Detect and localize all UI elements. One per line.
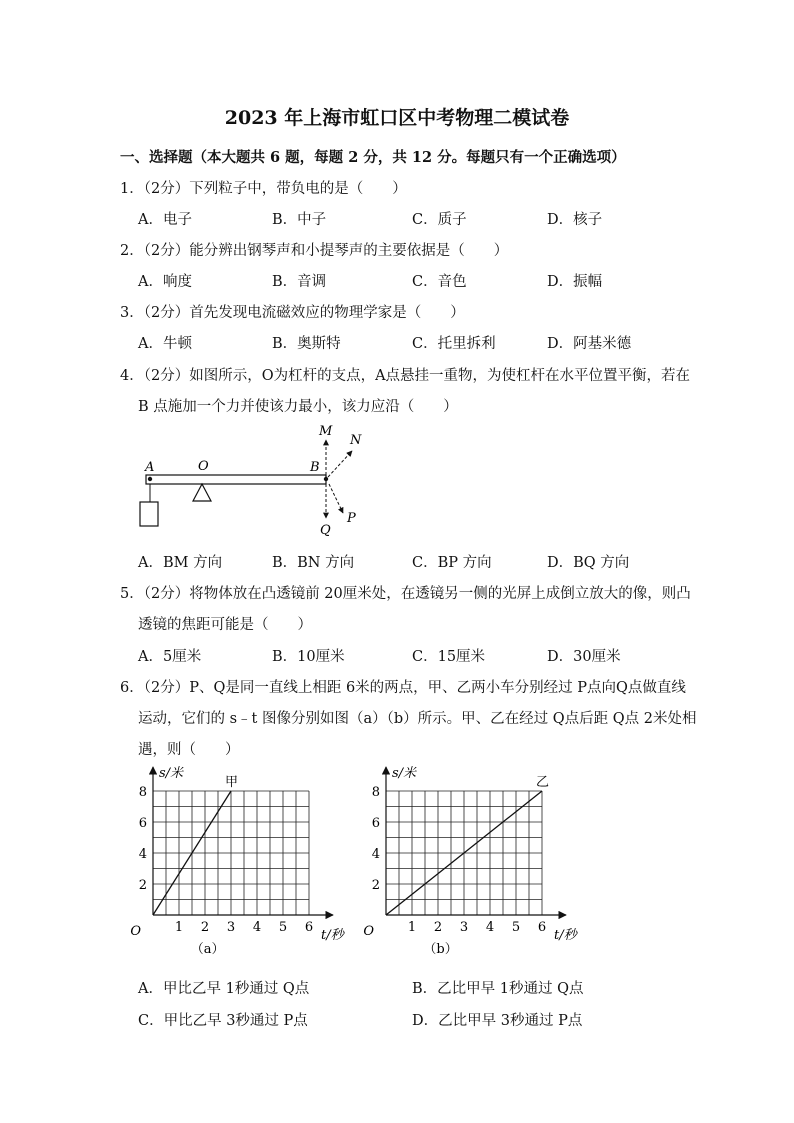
y-tick-label: 8 — [371, 785, 380, 800]
q1-option-a: A．电子 — [138, 212, 192, 228]
y-tick-label: 4 — [138, 847, 147, 862]
x-tick-label: 3 — [459, 920, 469, 935]
x-tick-label: 2 — [433, 920, 443, 935]
q2-option-a: A．响度 — [138, 274, 192, 290]
lever-diagram — [130, 418, 380, 540]
q3-option-a: A．牛顿 — [138, 336, 192, 352]
arrow-bp — [329, 484, 343, 513]
hanging-weight — [140, 502, 158, 526]
q6-option-b: B．乙比甲早 1秒通过 Q点 — [412, 981, 584, 997]
q4-option-b: B．BN 方向 — [272, 555, 355, 571]
origin-label: O — [363, 924, 374, 939]
q6-option-d: D．乙比甲早 3秒通过 P点 — [412, 1013, 583, 1029]
origin-label: O — [130, 924, 141, 939]
series-label: 甲 — [225, 775, 239, 790]
question-2-stem: 2．（2分）能分辨出钢琴声和小提琴声的主要依据是（ ） — [120, 243, 509, 259]
q6-option-a: A．甲比乙早 1秒通过 Q点 — [138, 981, 310, 997]
q5-option-a: A．5厘米 — [138, 649, 202, 665]
label-o: O — [198, 459, 209, 474]
x-tick-label: 4 — [252, 920, 262, 935]
y-tick-label: 4 — [371, 847, 380, 862]
y-axis-label: s/米 — [159, 766, 184, 781]
section-heading: 一、选择题（本大题共 6 题，每题 2 分，共 12 分。每题只有一个正确选项） — [120, 149, 626, 166]
q1-option-d: D．核子 — [547, 212, 603, 228]
x-axis-label: t/秒 — [321, 928, 344, 943]
x-axis-label: t/秒 — [554, 928, 577, 943]
label-p: P — [347, 511, 356, 526]
y-tick-label: 6 — [138, 816, 147, 831]
q2-option-d: D．振幅 — [547, 274, 603, 290]
lever-bar — [146, 475, 326, 484]
x-tick-label: 3 — [226, 920, 236, 935]
point-b-dot — [324, 477, 328, 481]
question-6-stem-line-2: 运动，它们的 s﹣t 图像分别如图（a）（b）所示。甲、乙在经过 Q点后距 Q点 2米处相 — [138, 711, 697, 727]
x-tick-label: 1 — [174, 920, 184, 935]
question-3-stem: 3．（2分）首先发现电流磁效应的物理学家是（ ） — [120, 305, 465, 321]
point-a-dot — [148, 477, 152, 481]
y-tick-label: 2 — [138, 878, 147, 893]
x-tick-label: 5 — [278, 920, 288, 935]
y-axis-label: s/米 — [392, 766, 417, 781]
st-graph-b — [362, 762, 602, 962]
q3-option-d: D．阿基米德 — [547, 336, 632, 352]
label-b: B — [310, 460, 320, 475]
q4-option-d: D．BQ 方向 — [547, 555, 630, 571]
y-tick-label: 2 — [371, 878, 380, 893]
arrow-bn — [328, 451, 352, 477]
question-6-stem-line-3: 遇，则（ ） — [138, 742, 240, 758]
question-5-stem-line-2: 透镜的焦距可能是（ ） — [138, 617, 312, 633]
x-tick-label: 2 — [200, 920, 210, 935]
chart-caption: （a） — [190, 942, 225, 957]
label-q: Q — [320, 523, 331, 538]
y-tick-label: 8 — [138, 785, 147, 800]
q5-option-d: D．30厘米 — [547, 649, 621, 665]
page-title: 2023 年上海市虹口区中考物理二模试卷 — [224, 107, 570, 129]
question-5-stem-line-1: 5．（2分）将物体放在凸透镜前 20厘米处，在透镜另一侧的光屏上成倒立放大的像，则凸 — [120, 586, 691, 602]
q1-option-c: C．质子 — [412, 212, 467, 228]
q2-option-c: C．音色 — [412, 274, 467, 290]
x-tick-label: 5 — [511, 920, 521, 935]
label-m: M — [319, 424, 333, 439]
question-4-stem-line-2: B 点施加一个力并使该力最小，该力应沿（ ） — [138, 399, 458, 415]
q4-option-c: C．BP 方向 — [412, 555, 492, 571]
q6-option-c: C．甲比乙早 3秒通过 P点 — [138, 1013, 308, 1029]
st-graph-a — [130, 762, 360, 962]
x-tick-label: 4 — [485, 920, 495, 935]
fulcrum-triangle — [193, 484, 211, 501]
question-4-stem-line-1: 4．（2分）如图所示，O为杠杆的支点，A点悬挂一重物，为使杠杆在水平位置平衡，若在 — [120, 368, 691, 384]
label-a: A — [145, 460, 155, 475]
q1-option-b: B．中子 — [272, 212, 327, 228]
q4-option-a: A．BM 方向 — [138, 555, 223, 571]
label-n: N — [350, 433, 362, 448]
x-tick-label: 1 — [407, 920, 417, 935]
x-tick-label: 6 — [537, 920, 547, 935]
q5-option-c: C．15厘米 — [412, 649, 486, 665]
series-label: 乙 — [536, 775, 550, 790]
x-tick-label: 6 — [304, 920, 314, 935]
q5-option-b: B．10厘米 — [272, 649, 345, 665]
q3-option-c: C．托里拆利 — [412, 336, 496, 352]
question-6-stem-line-1: 6．（2分）P、Q是同一直线上相距 6米的两点，甲、乙两小车分别经过 P点向Q点做直线 — [120, 680, 686, 696]
chart-caption: （b） — [423, 942, 458, 957]
y-tick-label: 6 — [371, 816, 380, 831]
question-1-stem: 1．（2分）下列粒子中，带负电的是（ ） — [120, 181, 407, 197]
q3-option-b: B．奥斯特 — [272, 336, 341, 352]
q2-option-b: B．音调 — [272, 274, 327, 290]
